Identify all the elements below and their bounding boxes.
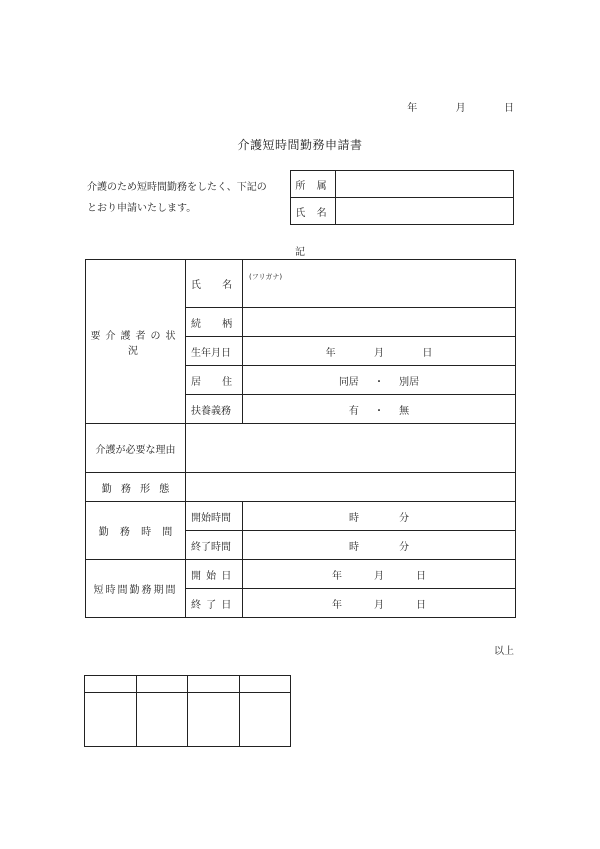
stamp-header-cell [239, 676, 291, 693]
stamp-cell[interactable] [136, 693, 188, 747]
end-date-field[interactable]: 年 月 日 [243, 589, 516, 618]
stamp-header-cell [188, 676, 240, 693]
care-name-field[interactable] [243, 260, 516, 308]
end-time-field[interactable]: 時 分 [243, 531, 516, 560]
care-status-label: 要介護者の状況 [86, 260, 186, 424]
stamp-cell[interactable] [188, 693, 240, 747]
start-date-field[interactable]: 年 月 日 [243, 560, 516, 589]
relation-label: 続 柄 [186, 308, 243, 337]
support-field[interactable]: 有 ・ 無 [243, 395, 516, 424]
start-date-label: 開 始 日 [186, 560, 243, 589]
stamp-header-cell [85, 676, 137, 693]
work-form-field[interactable] [186, 473, 516, 502]
affiliation-label: 所 属 [291, 171, 336, 198]
furigana-label: (フリガナ) [249, 272, 283, 281]
birth-month: 月 [374, 347, 384, 359]
stamp-header-cell [136, 676, 188, 693]
stamp-cell[interactable] [85, 693, 137, 747]
intro-line-2: とおり申請いたします。 [87, 203, 197, 214]
work-form-label: 勤 務 形 態 [86, 473, 186, 502]
work-time-label: 勤 務 時 間 [86, 502, 186, 560]
birth-label: 生年月日 [186, 337, 243, 366]
residence-label: 居 住 [186, 366, 243, 395]
applicant-table [290, 170, 514, 225]
applicant-name-field[interactable] [336, 198, 514, 225]
period-label: 短時間勤務期間 [86, 560, 186, 618]
ki-heading: 記 [295, 247, 305, 258]
intro-text [87, 177, 277, 219]
main-table [85, 259, 516, 618]
end-date-label: 終 了 日 [186, 589, 243, 618]
date-line [407, 99, 514, 114]
approval-stamp-table [84, 675, 291, 747]
applicant-name-label: 氏 名 [291, 198, 336, 225]
residence-field[interactable]: 同居 ・ 別居 [243, 366, 516, 395]
reason-field[interactable] [186, 424, 516, 473]
reason-label: 介護が必要な理由 [86, 424, 186, 473]
relation-field[interactable] [243, 308, 516, 337]
end-time-label: 終了時間 [186, 531, 243, 560]
start-time-label: 開始時間 [186, 502, 243, 531]
birth-year: 年 [325, 347, 336, 359]
date-year: 年 [407, 103, 418, 114]
page-title: 介護短時間勤務申請書 [237, 138, 363, 152]
date-month: 月 [455, 103, 466, 114]
support-label: 扶養義務 [186, 395, 243, 424]
ijo-text: 以上 [494, 646, 514, 657]
start-time-field[interactable]: 時 分 [243, 502, 516, 531]
affiliation-field[interactable] [336, 171, 514, 198]
birth-field[interactable] [243, 337, 516, 366]
birth-day: 日 [422, 347, 433, 359]
intro-line-1: 介護のため短時間勤務をしたく、下記の [87, 182, 267, 193]
stamp-cell[interactable] [239, 693, 291, 747]
care-name-label: 氏 名 [186, 260, 243, 308]
date-day: 日 [504, 103, 514, 114]
